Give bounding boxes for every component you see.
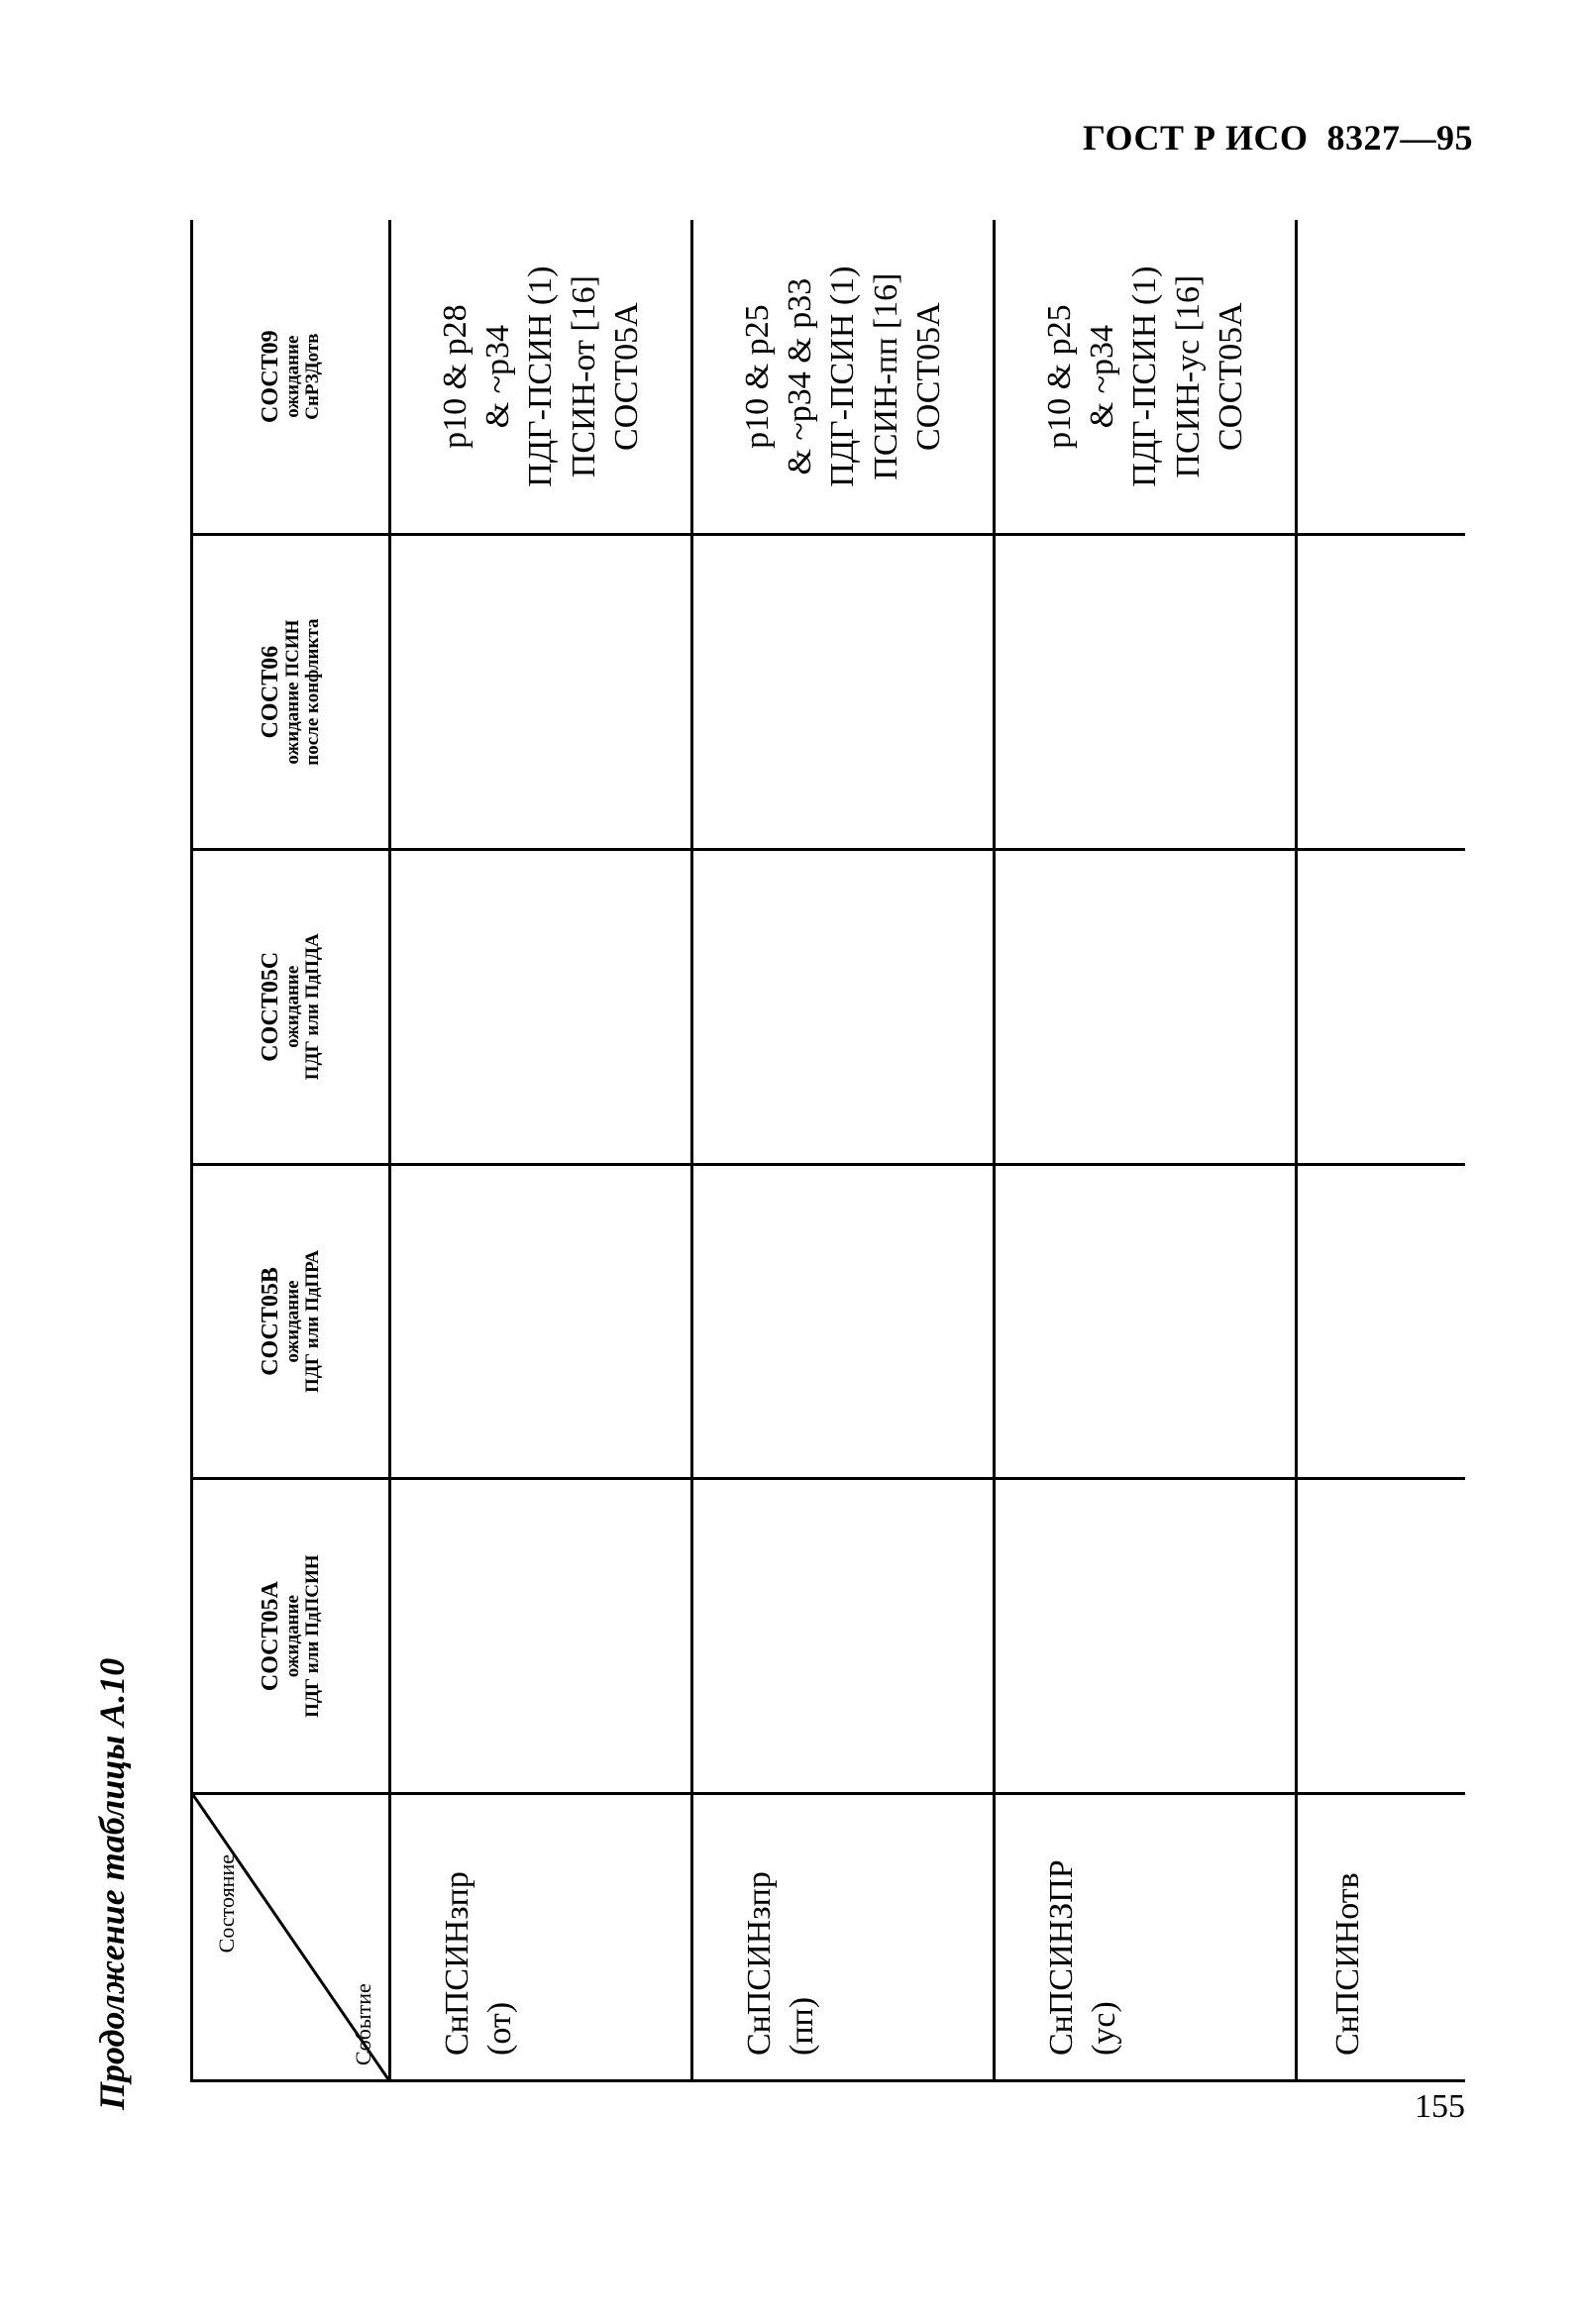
state-desc: ожидание ПСИН: [282, 619, 304, 765]
action-line: ПДГ-ПСИН (1): [824, 265, 862, 487]
table-row: [1297, 220, 1465, 2081]
table-row: [995, 220, 1297, 2081]
table-cell: [1297, 535, 1465, 850]
state-code: СОСТ05С: [257, 951, 283, 1062]
corner-header: [192, 1794, 390, 2081]
table-cell: [692, 1164, 995, 1479]
standard-number: 8327—95: [1326, 118, 1473, 158]
table-cell: [995, 849, 1297, 1164]
table-row: [692, 220, 995, 2081]
column-header: [192, 220, 390, 535]
action-line: р10 & р25: [1041, 304, 1079, 449]
table-cell: [1297, 1164, 1465, 1479]
document-header: [1083, 117, 1473, 158]
event-name: СнПСИНзпр: [741, 1871, 778, 2056]
event-name: СнПСИНЗПР: [1043, 1859, 1080, 2056]
event-qualifier: (ус): [1085, 2001, 1122, 2056]
action-cell: [1297, 220, 1465, 535]
table-continuation-title: Продолжение таблицы А.10: [92, 1657, 132, 2110]
event-name: СнПСИНотв: [1329, 1872, 1366, 2056]
action-cell: [995, 220, 1297, 535]
state-desc: ожидание: [282, 335, 304, 418]
state-desc: СнРЗДотв: [302, 333, 324, 420]
state-table: [190, 220, 1465, 2082]
event-qualifier: (пп): [783, 1996, 820, 2056]
action-line: ПДГ-ПСИН (1): [522, 265, 560, 487]
table-cell: [692, 535, 995, 850]
state-desc: ожидание: [282, 1280, 304, 1363]
event-cell: [1297, 1794, 1465, 2081]
event-cell: [692, 1794, 995, 2081]
table-header-row: [192, 220, 390, 2081]
event-qualifier: (от): [480, 2001, 518, 2056]
state-code: СОСТ05А: [257, 1581, 283, 1692]
table-cell: [390, 849, 692, 1164]
state-desc: ПДГ или ПдПСИН: [302, 1554, 324, 1718]
action-line: СОСТ05А: [1212, 302, 1249, 451]
table-cell: [995, 1164, 1297, 1479]
action-line: & ~р34: [1084, 324, 1121, 429]
action-line: & ~р34: [479, 324, 517, 429]
action-line: р10 & р28: [437, 304, 475, 449]
state-desc: ПДГ или ПдПДА: [302, 933, 324, 1081]
state-table-rotated: [190, 220, 1463, 2082]
action-line: СОСТ05А: [909, 302, 947, 451]
event-cell: [390, 1794, 692, 2081]
table-cell: [692, 849, 995, 1164]
table-cell: [1297, 849, 1465, 1164]
state-desc: после конфликта: [302, 618, 324, 766]
table-cell: [390, 1479, 692, 1794]
table-cell: [390, 535, 692, 850]
action-line: СОСТ05А: [607, 302, 645, 451]
action-line: ПДГ-ПСИН (1): [1126, 265, 1164, 487]
state-desc: ПДГ или ПдПРА: [302, 1249, 324, 1393]
state-desc: ожидание: [282, 965, 304, 1048]
action-cell: [390, 220, 692, 535]
table-cell: [390, 1164, 692, 1479]
state-code: СОСТ09: [257, 330, 283, 423]
table-row: [390, 220, 692, 2081]
action-line: & ~р34 & р33: [782, 277, 819, 475]
table-cell: [995, 1479, 1297, 1794]
event-cell: [995, 1794, 1297, 2081]
state-code: СОСТ06: [257, 645, 283, 739]
column-header: [192, 535, 390, 850]
action-line: ПСИН-пп [16]: [867, 272, 904, 480]
action-cell: [692, 220, 995, 535]
action-line: р10 & р25: [739, 304, 777, 449]
table-cell: [995, 535, 1297, 850]
table-cell: [1297, 1479, 1465, 1794]
action-line: ПСИН-ус [16]: [1169, 274, 1207, 478]
column-header: [192, 849, 390, 1164]
state-desc: ожидание: [282, 1595, 304, 1678]
event-label: Событие: [350, 1983, 375, 2065]
event-name: СнПСИНзпр: [439, 1871, 475, 2056]
state-code: СОСТ05В: [257, 1267, 283, 1376]
state-label: Состояние: [214, 1854, 239, 1954]
action-line: ПСИН-от [16]: [565, 275, 602, 478]
column-header: [192, 1479, 390, 1794]
column-header: [192, 1164, 390, 1479]
standard-name: ГОСТ Р ИСО: [1083, 118, 1309, 158]
page-number: 155: [1415, 2088, 1465, 2125]
table-cell: [692, 1479, 995, 1794]
